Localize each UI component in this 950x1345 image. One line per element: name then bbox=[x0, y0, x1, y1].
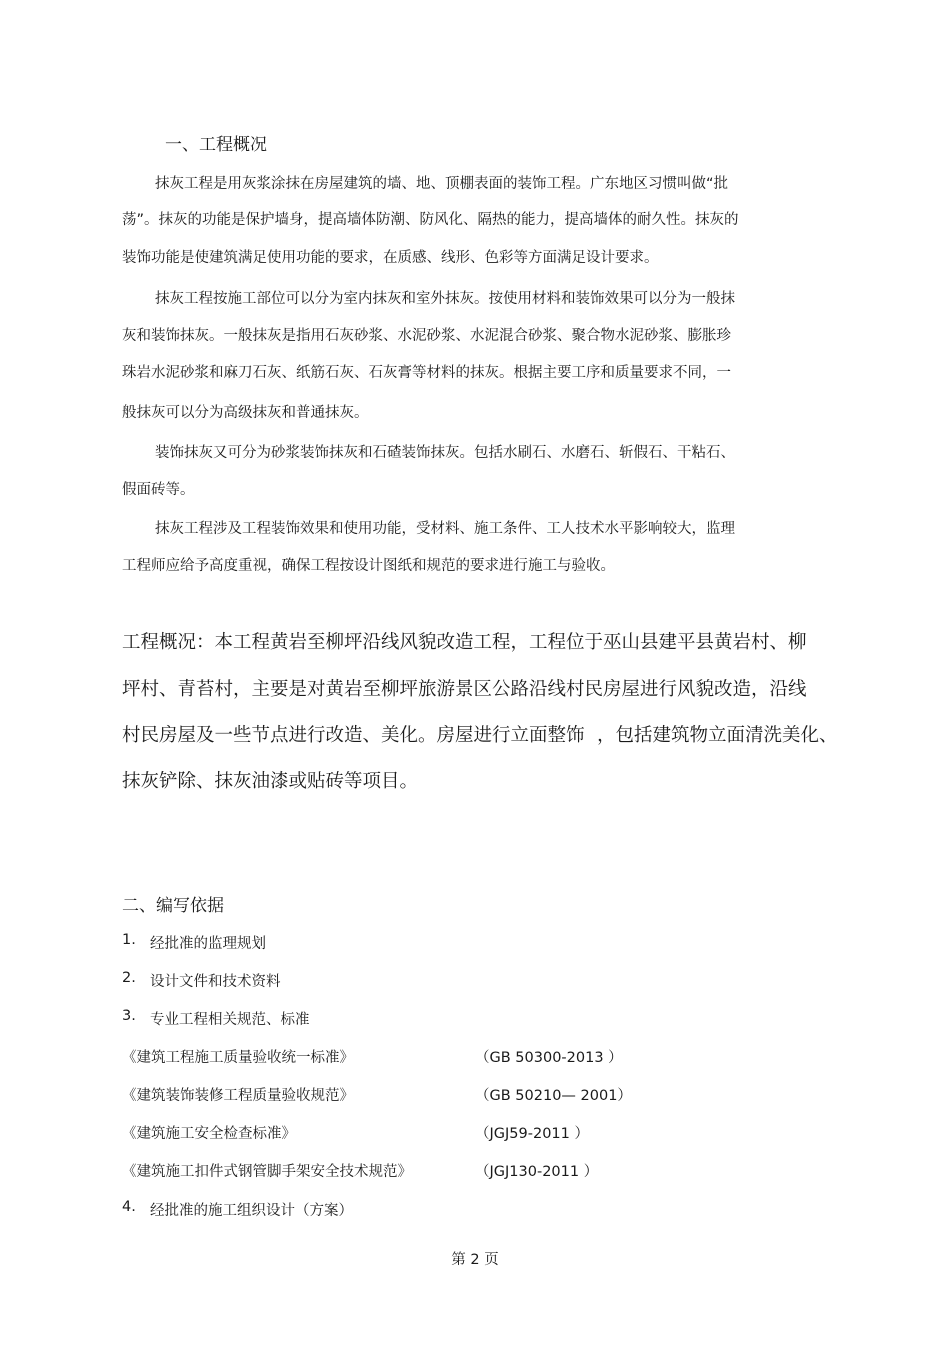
standard-code: （GB 50300-2013 ） bbox=[475, 1050, 623, 1066]
standard-name: 《建筑施工安全检查标准》 bbox=[122, 1126, 296, 1142]
list-item-text: 专业工程相关规范、标准 bbox=[150, 1012, 310, 1028]
para-1-line-3: 装饰功能是使建筑满足使用功能的要求，在质感、线形、色彩等方面满足设计要求。 bbox=[122, 250, 659, 266]
list-item-number: 1. bbox=[122, 932, 136, 948]
list-item-text: 设计文件和技术资料 bbox=[150, 974, 281, 990]
para-3-line-2: 假面砖等。 bbox=[122, 482, 195, 498]
overview-line-3b: ，包括建筑物立面清洗美化、 bbox=[597, 725, 838, 746]
list-item-text: 经批准的施工组织设计（方案） bbox=[150, 1203, 353, 1219]
standard-name: 《建筑装饰装修工程质量验收规范》 bbox=[122, 1088, 354, 1104]
para-3-line-1: 装饰抹灰又可分为砂浆装饰抹灰和石碴装饰抹灰。包括水刷石、水磨石、斩假石、干粘石、 bbox=[155, 445, 735, 461]
list-item-text: 经批准的监理规划 bbox=[150, 936, 266, 952]
para-2-line-4: 般抹灰可以分为高级抹灰和普通抹灰。 bbox=[122, 405, 369, 421]
para-2-line-1: 抹灰工程按施工部位可以分为室内抹灰和室外抹灰。按使用材料和装饰效果可以分为一般抹 bbox=[155, 291, 735, 307]
section-2-heading: 二、编写依据 bbox=[122, 896, 224, 916]
standard-code: （JGJ59-2011 ） bbox=[475, 1126, 589, 1142]
overview-line-2: 坪村、青苔村，主要是对黄岩至柳坪旅游景区公路沿线村民房屋进行风貌改造，沿线 bbox=[122, 679, 807, 700]
para-1-line-2: 荡”。抹灰的功能是保护墙身，提高墙体防潮、防风化、隔热的能力，提高墙体的耐久性。抹灰的 bbox=[122, 212, 739, 228]
overview-line-3a: 村民房屋及一些节点进行改造、美化。房屋进行立面整饰 bbox=[122, 725, 585, 746]
list-item-number: 4. bbox=[122, 1199, 136, 1215]
section-1-heading: 一、工程概况 bbox=[165, 135, 267, 155]
list-item-number: 3. bbox=[122, 1008, 136, 1024]
para-1-line-1: 抹灰工程是用灰浆涂抹在房屋建筑的墙、地、顶棚表面的装饰工程。广东地区习惯叫做“批 bbox=[155, 176, 729, 192]
para-2-line-3: 珠岩水泥砂浆和麻刀石灰、纸筋石灰、石灰膏等材料的抹灰。根据主要工序和质量要求不同，一 bbox=[122, 365, 731, 381]
standard-code: （JGJ130-2011 ） bbox=[475, 1164, 599, 1180]
para-2-line-2: 灰和装饰抹灰。一般抹灰是指用石灰砂浆、水泥砂浆、水泥混合砂浆、聚合物水泥砂浆、膨胀珍 bbox=[122, 328, 731, 344]
overview-line-1: 工程概况：本工程黄岩至柳坪沿线风貌改造工程，工程位于巫山县建平县黄岩村、柳 bbox=[122, 632, 807, 653]
para-4-line-2: 工程师应给予高度重视，确保工程按设计图纸和规范的要求进行施工与验收。 bbox=[122, 558, 615, 574]
standard-code: （GB 50210— 2001） bbox=[475, 1088, 632, 1104]
standard-name: 《建筑工程施工质量验收统一标准》 bbox=[122, 1050, 354, 1066]
list-item-number: 2. bbox=[122, 970, 136, 986]
standard-name: 《建筑施工扣件式钢管脚手架安全技术规范》 bbox=[122, 1164, 412, 1180]
page-number: 第 2 页 bbox=[451, 1252, 499, 1268]
para-4-line-1: 抹灰工程涉及工程装饰效果和使用功能，受材料、施工条件、工人技术水平影响较大，监理 bbox=[155, 521, 735, 537]
overview-line-4: 抹灰铲除、抹灰油漆或贴砖等项目。 bbox=[122, 771, 419, 792]
